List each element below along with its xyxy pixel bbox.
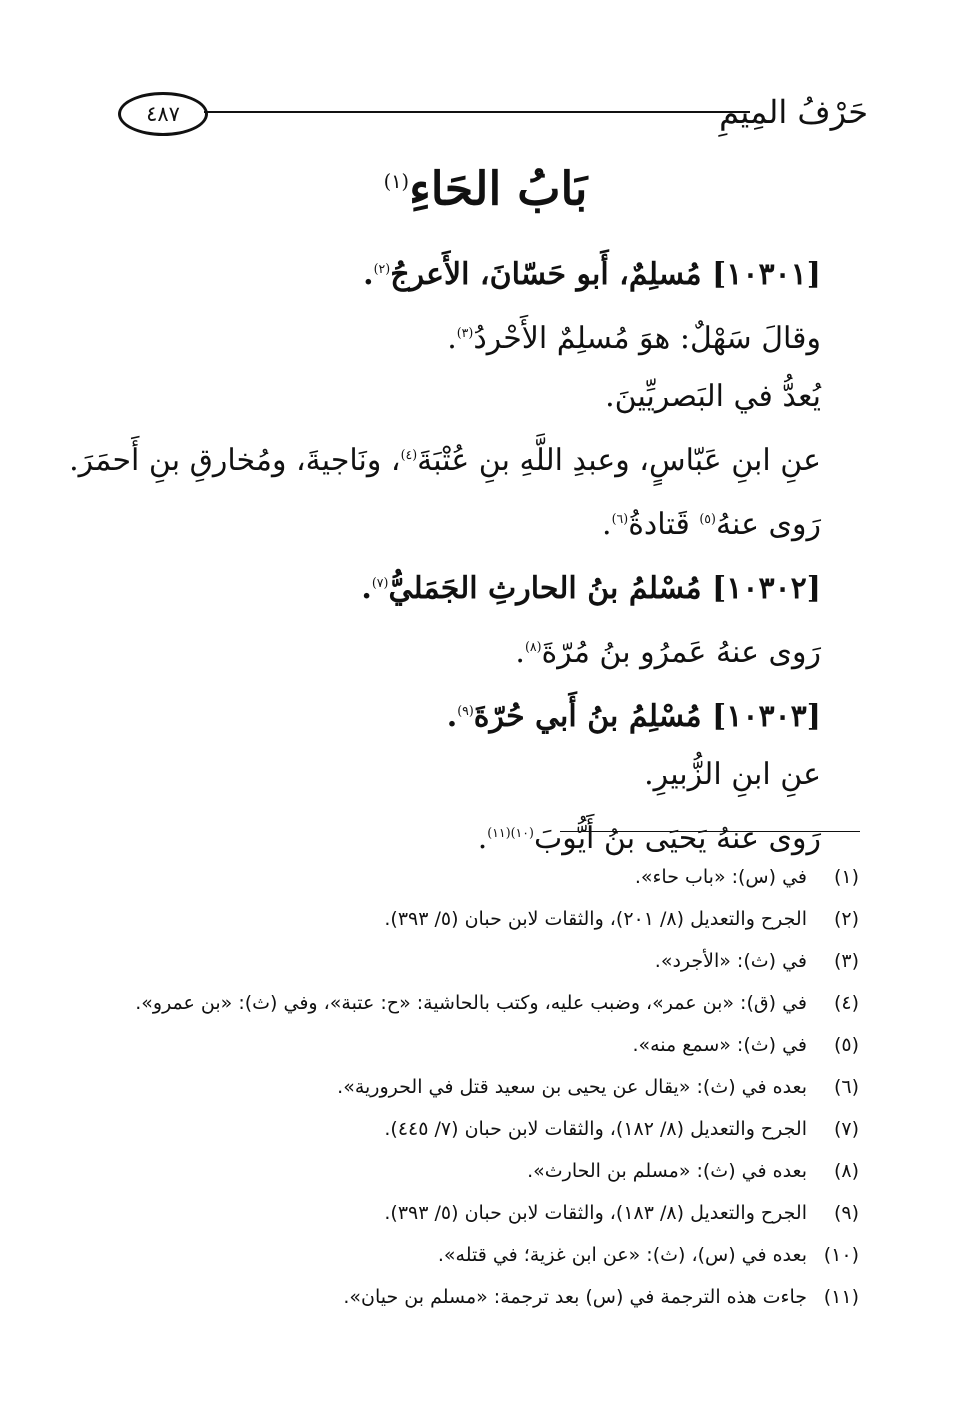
footnote-number: (٩) (833, 1202, 859, 1224)
line-tail: . (477, 821, 488, 856)
entry-body-line (121, 304, 821, 368)
entry-body-line (69, 426, 821, 490)
entry-body-line (121, 368, 821, 426)
footnote-number: (٤) (833, 992, 859, 1014)
footnote-number: (٦) (833, 1076, 859, 1098)
line-tail: . (515, 635, 525, 670)
footnote (59, 898, 859, 940)
line-text: رَوى عنهُ (715, 507, 821, 542)
header-rule (204, 111, 750, 113)
footnote-text: في (س): «باب حاء». (634, 866, 807, 888)
entry-number: [١٠٣٠٣] (712, 699, 821, 734)
footnote (59, 1024, 859, 1066)
line-text: وقالَ سَهْلٌ: هوَ مُسلِمٌ الأَحْردُ (473, 321, 821, 356)
footnote (59, 1276, 859, 1318)
footnote-number: (١) (833, 866, 859, 888)
footnote-number: (١١) (823, 1286, 859, 1308)
line-text: مُسْلمُ بنُ الحارثِ الجَمَليُّ (388, 571, 702, 606)
running-header (118, 92, 868, 136)
line-text: مُسلِمٌ، أَبو حَسّانَ، الأَعرجُ (390, 257, 702, 292)
chapter-title-text: بَابُ الحَاءِ (409, 161, 588, 216)
line-tail: . (644, 757, 654, 792)
footnote-number: (٧) (833, 1118, 859, 1140)
entries-body (69, 240, 821, 868)
footnote (59, 856, 859, 898)
footnote-separator (560, 831, 860, 832)
line-tail: . (447, 321, 457, 356)
entry-title-line (121, 240, 821, 304)
chapter-note-ref: (١) (383, 170, 410, 193)
line-text: رَوى عنهُ عَمرُو بنُ مُرّةَ (541, 635, 821, 670)
footnote-text: بعده في (س)، (ث): «عن ابن غزية؛ في قتله». (437, 1244, 807, 1266)
line-text: عنِ ابنِ عَبّاسٍ، وعبدِ اللَّهِ بنِ عُتْبَةَ (417, 443, 821, 478)
line-text: عنِ ابنِ الزُّبيرِ (653, 757, 821, 792)
line-text: رَوى عنهُ يَحيَى بنُ أَيُّوبَ (533, 821, 821, 856)
footnote-ref: (٥) (699, 511, 716, 526)
footnote (59, 1108, 859, 1150)
footnote (59, 1192, 859, 1234)
footnote-ref: (٦) (611, 511, 629, 526)
footnote-ref: (٣) (456, 325, 474, 340)
footnote-text: في (ق): «بن عمر»، وضبب عليه، وكتب بالحاشية: «ح: عتبة»، وفي (ث): «بن عمرو». (135, 992, 807, 1014)
entry-number: [١٠٣٠٢] (712, 571, 821, 606)
footnote-number: (٨) (833, 1160, 859, 1182)
line-tail: ، ونَاجيةَ، ومُخارقِ بنِ أَحمَرَ. (69, 443, 401, 478)
line-tail: . (446, 699, 458, 734)
line-text: مُسْلِمُ بنُ أَبي حُرّةَ (473, 699, 702, 734)
footnote-number: (١٠) (823, 1244, 859, 1266)
footnote-ref: (٩) (457, 703, 474, 718)
footnote-text: الجرح والتعديل (٨/ ١٨٢)، والثقات لابن حبان (٧/ ٤٤٥). (384, 1118, 807, 1140)
footnote (59, 1234, 859, 1276)
entry-body-line (121, 746, 821, 804)
footnote-number: (٥) (833, 1034, 859, 1056)
running-title: حَرْفُ المِيمِ (719, 93, 868, 131)
page-number: ٤٨٧ (118, 92, 208, 136)
footnote-text: في (ث): «سمع منه». (632, 1034, 807, 1056)
footnote-text: في (ث): «الأجرد». (654, 950, 807, 972)
footnote-ref: (٨) (524, 639, 542, 654)
footnote-text: بعده في (ث): «مسلم بن الحارث». (527, 1160, 807, 1182)
chapter-title (0, 150, 971, 220)
footnote (59, 940, 859, 982)
footnote-ref: (١٠)(١١) (487, 825, 534, 840)
footnote-ref: (٧) (371, 575, 389, 590)
footnote-text: الجرح والتعديل (٨/ ١٨٣)، والثقات لابن حبان (٥/ ٣٩٣). (384, 1202, 807, 1224)
footnote (59, 1066, 859, 1108)
footnote-text: جاءت هذه الترجمة في (س) بعد ترجمة: «مسلم بن حيان». (343, 1286, 807, 1308)
footnote-ref: (٤) (400, 447, 418, 462)
line-tail: . (602, 507, 612, 542)
footnote-number: (٣) (833, 950, 859, 972)
line-tail: . (363, 257, 374, 292)
footnote (59, 982, 859, 1024)
line-tail: . (605, 379, 615, 414)
footnote (59, 1150, 859, 1192)
entry-body-line (121, 618, 821, 682)
footnote-ref: (٢) (373, 261, 391, 276)
line-tail: قَتادةُ (628, 507, 700, 542)
line-text: يُعدُّ في البَصريِّينَ (614, 379, 821, 414)
entry-title-line (121, 554, 821, 618)
footnote-number: (٢) (833, 908, 859, 930)
entry-body-line (121, 490, 821, 554)
entry-title-line (121, 682, 821, 746)
footnote-text: بعده في (ث): «يقال عن يحيى بن سعيد قتل في الحرورية». (337, 1076, 807, 1098)
line-tail: . (361, 571, 372, 606)
footnote-text: الجرح والتعديل (٨/ ٢٠١)، والثقات لابن حبان (٥/ ٣٩٣). (384, 908, 807, 930)
entry-number: [١٠٣٠١] (712, 257, 821, 292)
footnotes (59, 856, 859, 1318)
